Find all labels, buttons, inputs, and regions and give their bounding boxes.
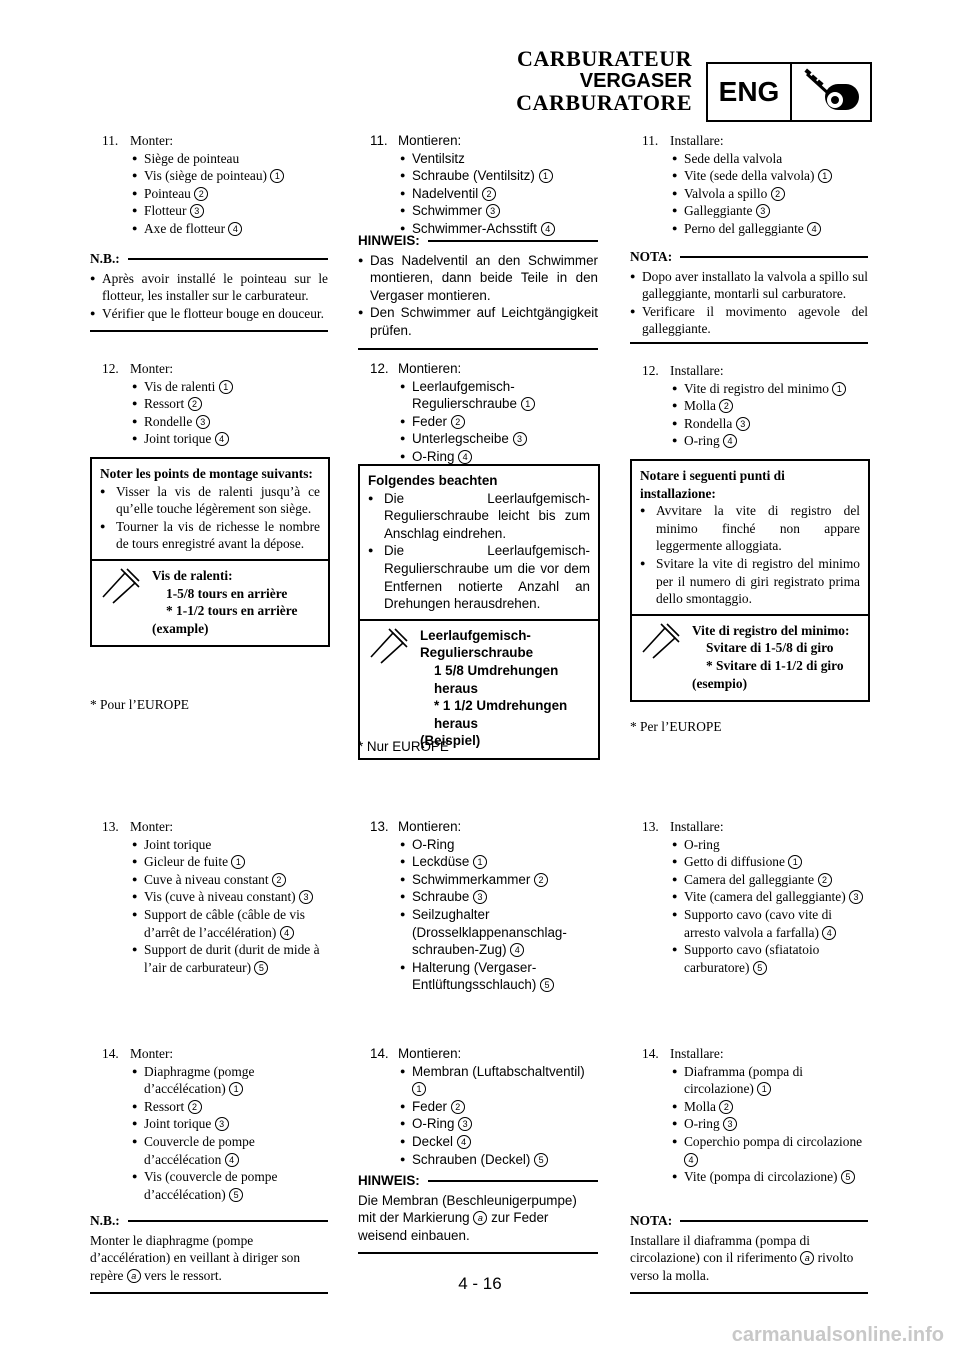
- list-item: ● Feder 2: [400, 1098, 598, 1116]
- spec-row: [92, 559, 328, 645]
- section-badge: [706, 62, 872, 122]
- list-item: ● Schraube 3: [400, 888, 598, 906]
- list-item: ● Die Leerlaufgemisch-Regulierschraube leicht bis zum Anschlag eindrehen.: [368, 490, 590, 543]
- list-item: ● Vite (sede della valvola) 1: [672, 167, 870, 185]
- list-item: ● Diaphragme (pomge d’accélécation) 1: [132, 1063, 330, 1098]
- step-11-fr: [90, 132, 330, 238]
- list-item: ● Perno del galleggiante 4: [672, 220, 870, 238]
- step-11-it: 11. Installare: ● Sede della valvola ● Vite (sede della valvola) 1 ● Valvola a spillo 2 ● Galleggiante 3 ● Perno del galleggiante 4: [630, 132, 870, 238]
- list-item: ● Verificare il movimento agevole del galleggiante.: [630, 303, 868, 338]
- spec-value: * Svitare di 1-1/2 di giro: [706, 657, 844, 673]
- list-item: ● Flotteur 3: [132, 202, 330, 220]
- step-number: 11.: [102, 133, 119, 148]
- note-nb-fr: [90, 250, 328, 332]
- assembly-box-de: [358, 464, 600, 760]
- list-item: ● Vite (pompa di circolazione) 5: [672, 1168, 870, 1186]
- footnote-de: * Nur EUROPE: [358, 739, 449, 754]
- list-item: ● Seilzughalter (Drosselklappenanschlag-schrauben-Zug) 4: [400, 906, 598, 959]
- note-hinweis-de: HINWEIS: ● Das Nadelventil an den Schwimmer montieren, dann beide Teile in den Vergaser montieren. ● Den Schwimmer auf Leichtgängigkeit prüfen.: [358, 232, 598, 350]
- list-item: ● Vis (siège de pointeau) 1: [132, 167, 330, 185]
- step-13-de: 13. Montieren: ● O-Ring ● Leckdüse 1 ● Schwimmerkammer 2 ● Schraube 3 ● Seilzughalter (Drosselklappenanschlag-schrauben-Zug) 4 ● Halterung (Vergaser-Entlüftungsschlauch) 5: [358, 818, 598, 994]
- list-item: ● Supporto cavo (sfiatatoio carburatore) 5: [672, 941, 870, 976]
- section-titles: [516, 48, 692, 114]
- list-item: ● Supporto cavo (cavo vite di arresto valvola a farfalla) 4: [672, 906, 870, 941]
- assembly-box-fr: [90, 457, 330, 647]
- title-italian: CARBURATORE: [516, 90, 692, 115]
- list-item: ● Vérifier que le flotteur bouge en douceur.: [90, 305, 328, 323]
- list-item: ● Vite di registro del minimo 1: [672, 380, 870, 398]
- list-item: ● Svitare la vite di registro del minimo per il numero di giri registrato prima dello smontaggio.: [640, 555, 860, 608]
- box-title: Folgendes beachten: [368, 473, 498, 488]
- list-item: ● O-ring 4: [672, 432, 870, 450]
- list-item: ● Schwimmer 3: [400, 202, 598, 220]
- list-item: ● Molla 2: [672, 1098, 870, 1116]
- spec-value: * 1 1/2 Umdrehungen heraus: [434, 698, 568, 731]
- list-item: ● Joint torique 3: [132, 1115, 330, 1133]
- list-item: ● Schraube (Ventilsitz) 1: [400, 167, 598, 185]
- spec-title: Leerlaufgemisch-Regulierschraube: [420, 627, 534, 661]
- list-item: ● Schwimmerkammer 2: [400, 871, 598, 889]
- list-item: ● Galleggiante 3: [672, 202, 870, 220]
- engine-wrench-icon: [792, 64, 870, 120]
- list-item: ● O-Ring 3: [400, 1115, 598, 1133]
- list-item: ● Halterung (Vergaser-Entlüftungsschlauch) 5: [400, 959, 598, 994]
- list-item: ● Nadelventil 2: [400, 185, 598, 203]
- spec-title: Vite di registro del minimo:: [692, 622, 850, 638]
- list-item: ● Ressort 2: [132, 395, 330, 413]
- list-item: ● Cuve à niveau constant 2: [132, 871, 330, 889]
- screwdriver-icon: [632, 616, 688, 700]
- step-13-fr: 13. Monter: ● Joint torique ● Gicleur de fuite 1 ● Cuve à niveau constant 2 ● Vis (cuve à niveau constant) 3 ● Support de câble (câble de vis d’arrêt de l’accélération) 4 ● Support de durit (durit de mide à l’air de carburateur) 5: [90, 818, 330, 976]
- list-item: ● Vis de ralenti 1: [132, 378, 330, 396]
- box-title: Notare i seguenti punti di installazione:: [640, 468, 785, 501]
- list-item: ● Leckdüse 1: [400, 853, 598, 871]
- list-item: ● Joint torique 4: [132, 430, 330, 448]
- list-item: ● Visser la vis de ralenti jusqu’à ce qu’elle touche légèrement son siège.: [100, 483, 320, 518]
- footnote-it: * Per l’EUROPE: [630, 719, 722, 734]
- list-item: ● Gicleur de fuite 1: [132, 853, 330, 871]
- list-item: ● Couvercle de pompe d’accélécation 4: [132, 1133, 330, 1168]
- spec-value: * 1-1/2 tours en arrière: [166, 603, 298, 619]
- step-14-it: 14. Installare: ● Diaframma (pompa di circolazione) 1 ● Molla 2 ● O-ring 3 ● Coperchio pompa di circolazione 4 ● Vite (pompa di circolazione) 5: [630, 1045, 870, 1186]
- list-item: ● Diaframma (pompa di circolazione) 1: [672, 1063, 870, 1098]
- spec-value: (example): [152, 620, 209, 636]
- assembly-box-it: [630, 459, 870, 702]
- list-item: ● Pointeau 2: [132, 185, 330, 203]
- note-nota-it: NOTA: ● Dopo aver installato la valvola a spillo sul galleggiante, montarli sul carburatore. ● Verificare il movimento agevole del galleggiante.: [630, 248, 868, 344]
- list-item: ● Valvola a spillo 2: [672, 185, 870, 203]
- list-item: ● Rondelle 3: [132, 413, 330, 431]
- list-item: ● Membran (Luftabschaltventil) 1: [400, 1063, 598, 1098]
- list-item: ● Après avoir installé le pointeau sur le flotteur, les installer sur le carburateur.: [90, 270, 328, 305]
- list-item: ● Unterlegscheibe 3: [400, 430, 598, 448]
- step-12-fr: 12. Monter: ● Vis de ralenti 1 ● Ressort 2 ● Rondelle 3 ● Joint torique 4: [90, 360, 330, 448]
- step-14-de: 14. Montieren: ● Membran (Luftabschaltventil) 1 ● Feder 2 ● O-Ring 3 ● Deckel 4 ● Schrauben (Deckel) 5: [358, 1045, 598, 1168]
- list-item: ● Molla 2: [672, 397, 870, 415]
- list-item: ● Support de durit (durit de mide à l’air de carburateur) 5: [132, 941, 330, 976]
- list-item: ● Dopo aver installato la valvola a spillo sul galleggiante, montarli sul carburatore.: [630, 268, 868, 303]
- note-nb2-fr: N.B.: Monter le diaphragme (pompe d’accélération) en veillant à diriger son repère a vers le ressort.: [90, 1212, 328, 1294]
- spec-value: 1 5/8 Umdrehungen heraus: [434, 662, 559, 696]
- list-item: ● Schwimmer-Achsstift 4: [400, 220, 598, 238]
- list-item: ● Siège de pointeau: [132, 150, 330, 168]
- list-item: ● Coperchio pompa di circolazione 4: [672, 1133, 870, 1168]
- spec-value: (esempio): [692, 675, 748, 691]
- step-13-it: 13. Installare: ● O-ring ● Getto di diffusione 1 ● Camera del galleggiante 2 ● Vite (camera del galleggiante) 3 ● Supporto cavo (cavo vite di arresto valvola a farfalla) 4 ● Supporto cavo (sfiatatoio carburatore) 5: [630, 818, 870, 976]
- spec-value: (Beispiel): [420, 733, 481, 749]
- page-number: 4 - 16: [458, 1274, 502, 1293]
- list-item: ● Den Schwimmer auf Leichtgängigkeit prüfen.: [358, 304, 598, 339]
- list-item: ● Avvitare la vite di registro del minimo finché non appare leggermente alloggiata.: [640, 502, 860, 555]
- title-french: CARBURATEUR: [517, 46, 692, 71]
- list-item: ● Deckel 4: [400, 1133, 598, 1151]
- list-item: ● O-Ring: [400, 836, 598, 854]
- list-item: ● Die Leerlaufgemisch-Regulierschraube um die vor dem Entfernen notierte Anzahl an Drehungen herausdrehen.: [368, 542, 590, 612]
- list-item: ● Schrauben (Deckel) 5: [400, 1151, 598, 1169]
- list-item: ● Feder 2: [400, 413, 598, 431]
- footnote-fr: * Pour l’EUROPE: [90, 697, 189, 712]
- list-item: ● Ressort 2: [132, 1098, 330, 1116]
- list-item: ● Ventilsitz: [400, 150, 598, 168]
- title-german: VERGASER: [579, 70, 692, 92]
- step-14-fr: 14. Monter: ● Diaphragme (pomge d’accélécation) 1 ● Ressort 2 ● Joint torique 3 ● Couvercle de pompe d’accélécation 4 ● Vis (couvercle de pompe d’accélécation) 5: [90, 1045, 330, 1203]
- list-item: ● Getto di diffusione 1: [672, 853, 870, 871]
- step-12-de: 12. Montieren: ● Leerlaufgemisch-Regulierschraube 1 ● Feder 2 ● Unterlegscheibe 3 ● O-Ring 4: [358, 360, 598, 466]
- step-12-it: 12. Installare: ● Vite di registro del minimo 1 ● Molla 2 ● Rondella 3 ● O-ring 4: [630, 362, 870, 450]
- list-item: ● Vis (couvercle de pompe d’accélécation) 5: [132, 1168, 330, 1203]
- box-title: Noter les points de montage suivants:: [100, 466, 313, 481]
- step-title: Monter:: [130, 133, 174, 148]
- list-item: ● Leerlaufgemisch-Regulierschraube 1: [400, 378, 598, 413]
- watermark: carmanualsonline.info: [731, 1324, 944, 1346]
- list-item: ● Joint torique: [132, 836, 330, 854]
- list-item: ● Tourner la vis de richesse le nombre de tours enregistré avant la dépose.: [100, 518, 320, 553]
- screwdriver-icon: [92, 561, 148, 645]
- badge-label: ENG: [708, 64, 792, 120]
- list-item: ● Vis (cuve à niveau constant) 3: [132, 888, 330, 906]
- list-item: ● O-ring 3: [672, 1115, 870, 1133]
- spec-value: 1-5/8 tours en arrière: [166, 585, 288, 601]
- list-item: ● Axe de flotteur 4: [132, 220, 330, 238]
- note-nota2-it: NOTA: Installare il diaframma (pompa di circolazione) con il riferimento a rivolto verso la molla.: [630, 1212, 868, 1294]
- note-label: N.B.:: [90, 251, 120, 266]
- list-item: ● Vite (camera del galleggiante) 3: [672, 888, 870, 906]
- list-item: ● O-Ring 4: [400, 448, 598, 466]
- step-11-de: 11. Montieren: ● Ventilsitz ● Schraube (Ventilsitz) 1 ● Nadelventil 2 ● Schwimmer 3 ● Schwimmer-Achsstift 4: [358, 132, 598, 238]
- list-item: ● Rondella 3: [672, 415, 870, 433]
- list-item: ● Camera del galleggiante 2: [672, 871, 870, 889]
- note-hinweis2-de: HINWEIS: Die Membran (Beschleunigerpumpe) mit der Markierung a zur Feder weisend einbauen.: [358, 1172, 598, 1254]
- spec-value: Svitare di 1-5/8 di giro: [706, 640, 834, 656]
- list-item: ● Support de câble (câble de vis d’arrêt de l’accélération) 4: [132, 906, 330, 941]
- list-item: ● Das Nadelventil an den Schwimmer montieren, dann beide Teile in den Vergaser montieren.: [358, 252, 598, 305]
- list-item: ● O-ring: [672, 836, 870, 854]
- spec-row: [632, 614, 868, 700]
- spec-title: Vis de ralenti:: [152, 567, 233, 583]
- list-item: ● Sede della valvola: [672, 150, 870, 168]
